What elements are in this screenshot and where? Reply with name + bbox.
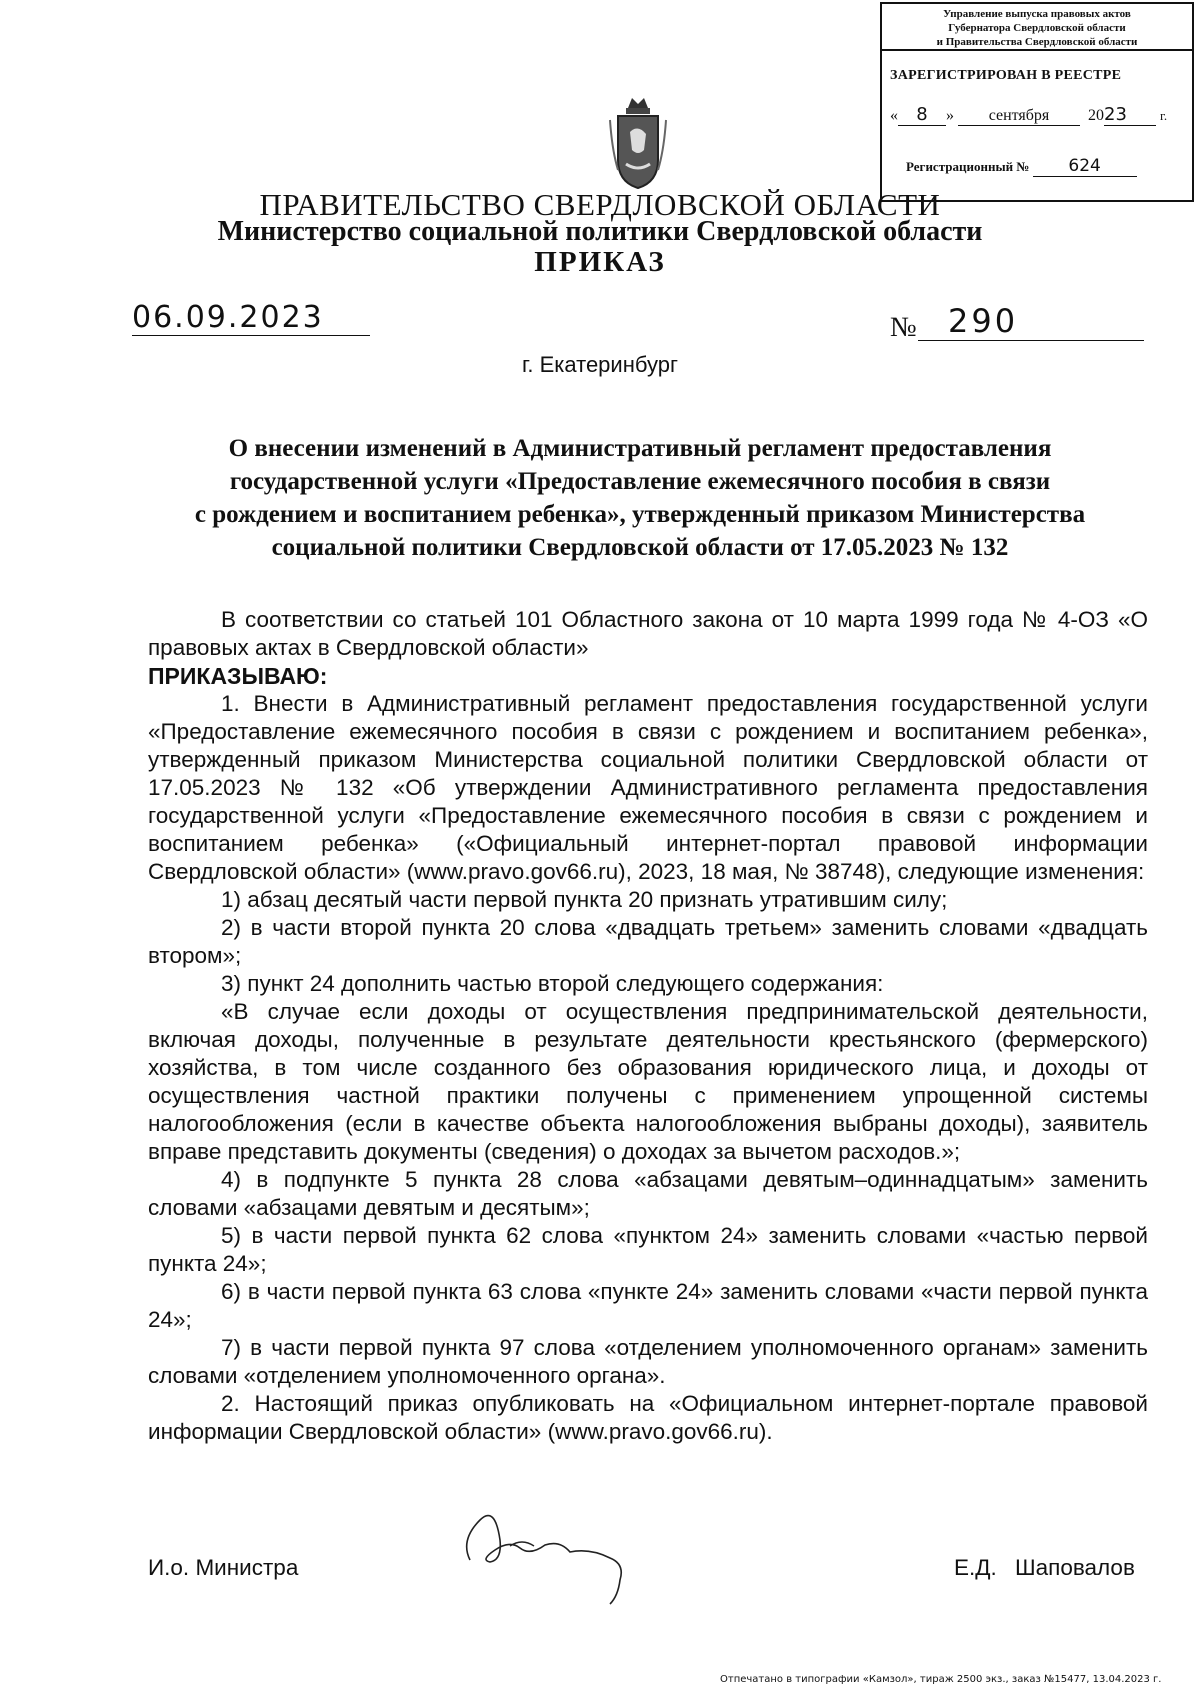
stamp-date-day: 8 bbox=[898, 104, 946, 126]
handwritten-order-number: 290 bbox=[918, 302, 1144, 341]
government-heading: ПРАВИТЕЛЬСТВО СВЕРДЛОВСКОЙ ОБЛАСТИ bbox=[259, 187, 941, 222]
title-line: с рождением и воспитанием ребенка», утвержденный приказом Министерства bbox=[194, 501, 1086, 528]
stamp-date-year-suffix: 23 bbox=[1104, 104, 1156, 126]
stamp-reg-number-label: Регистрационный № bbox=[906, 159, 1030, 174]
subitem-4: 4) в подпункте 5 пункта 28 слова «абзацами девятым–одиннадцатым» заменить словами «абзацами девятым и десятым»; bbox=[148, 1167, 1148, 1220]
document-type: ПРИКАЗ bbox=[534, 246, 666, 278]
registry-stamp bbox=[880, 2, 1194, 202]
stamp-date-year-prefix: 20 bbox=[1088, 107, 1104, 124]
coat-of-arms-icon bbox=[608, 90, 668, 190]
item-1: 1. Внести в Административный регламент предоставления государственной услуги «Предоставление ежемесячного пособия в связи с рождением и воспитанием ребенка», утвержденный приказом Министерства социальной политики Свердловской области от 17.05.2023 № 132 «Об утверждении Административного регламента предоставления государственной услуги «Предоставление ежемесячного пособия в связи с рождением и воспитанием ребенка» («Официальный интернет-портал правовой информации Свердловской области» (www.pravo.gov66.ru), 2023, 18 мая, № 38748), следующие изменения: bbox=[148, 691, 1148, 884]
handwritten-signature bbox=[450, 1500, 670, 1610]
title-line: государственной услуги «Предоставление ежемесячного пособия в связи bbox=[229, 468, 1051, 495]
subitem-2: 2) в части второй пункта 20 слова «двадцать третьем» заменить словами «двадцать втором»; bbox=[148, 915, 1148, 968]
orders-word: ПРИКАЗЫВАЮ: bbox=[148, 663, 328, 689]
item-2: 2. Настоящий приказ опубликовать на «Официальном интернет-портале правовой информации Свердловской области» (www.pravo.gov66.ru). bbox=[148, 1391, 1148, 1444]
signatory-name: Е.Д. Шаповалов bbox=[954, 1555, 1135, 1580]
printer-note: Отпечатано в типографии «Камзол», тираж 2500 экз., заказ №15477, 13.04.2023 г. bbox=[720, 1674, 1162, 1685]
preamble: В соответствии со статьей 101 Областного закона от 10 марта 1999 года № 4-ОЗ «О правовых актах в Свердловской области» bbox=[148, 607, 1148, 660]
stamp-reg-number-row bbox=[906, 156, 1137, 177]
title-line: О внесении изменений в Административный регламент предоставления bbox=[228, 435, 1052, 462]
stamp-header-line: Управление выпуска правовых актов bbox=[943, 8, 1131, 20]
subitem-5: 5) в части первой пункта 62 слова «пунктом 24» заменить словами «частью первой пункта 24»; bbox=[148, 1223, 1148, 1276]
document-title bbox=[150, 432, 1130, 564]
ministry-heading: Министерство социальной политики Свердловской области bbox=[217, 216, 983, 247]
subitem-3-quote: «В случае если доходы от осуществления предпринимательской деятельности, включая доходы, полученные в результате деятельности крестьянского (фермерского) хозяйства, в том числе созданного без образования юридического лица, и доходы от осуществления частной практики получены с применением упрощенной системы налогообложения (если в качестве объекта налогообложения выбраны доходы), заявитель вправе представить документы (сведения) о доходах за вычетом расходов.»; bbox=[148, 999, 1148, 1164]
handwritten-date: 06.09.2023 bbox=[132, 300, 370, 336]
stamp-reg-number: 624 bbox=[1033, 156, 1137, 177]
subitem-7: 7) в части первой пункта 97 слова «отделением уполномоченного органам» заменить словами «отделением уполномоченного органа». bbox=[148, 1335, 1148, 1388]
stamp-header-line: и Правительства Свердловской области bbox=[936, 36, 1138, 48]
stamp-date-open-quote: « bbox=[890, 107, 898, 124]
signatory-position: И.о. Министра bbox=[148, 1555, 299, 1580]
stamp-header bbox=[882, 4, 1192, 51]
document-body bbox=[148, 606, 1148, 1446]
stamp-date-close-quote: » bbox=[946, 107, 954, 124]
subitem-3: 3) пункт 24 дополнить частью второй следующего содержания: bbox=[221, 971, 884, 996]
order-number-label: № bbox=[890, 312, 917, 343]
stamp-date-year-unit: г. bbox=[1160, 108, 1168, 123]
city: г. Екатеринбург bbox=[522, 352, 678, 377]
subitem-1: 1) абзац десятый части первой пункта 20 признать утратившим силу; bbox=[221, 887, 948, 912]
stamp-registered-label: ЗАРЕГИСТРИРОВАН В РЕЕСТРЕ bbox=[890, 68, 1122, 83]
subitem-6: 6) в части первой пункта 63 слова «пункте 24» заменить словами «части первой пункта 24»; bbox=[148, 1279, 1148, 1332]
stamp-date bbox=[890, 104, 1167, 126]
stamp-header-line: Губернатора Свердловской области bbox=[948, 22, 1126, 34]
stamp-date-month: сентября bbox=[958, 107, 1080, 126]
title-line: социальной политики Свердловской области от 17.05.2023 № 132 bbox=[271, 534, 1009, 561]
